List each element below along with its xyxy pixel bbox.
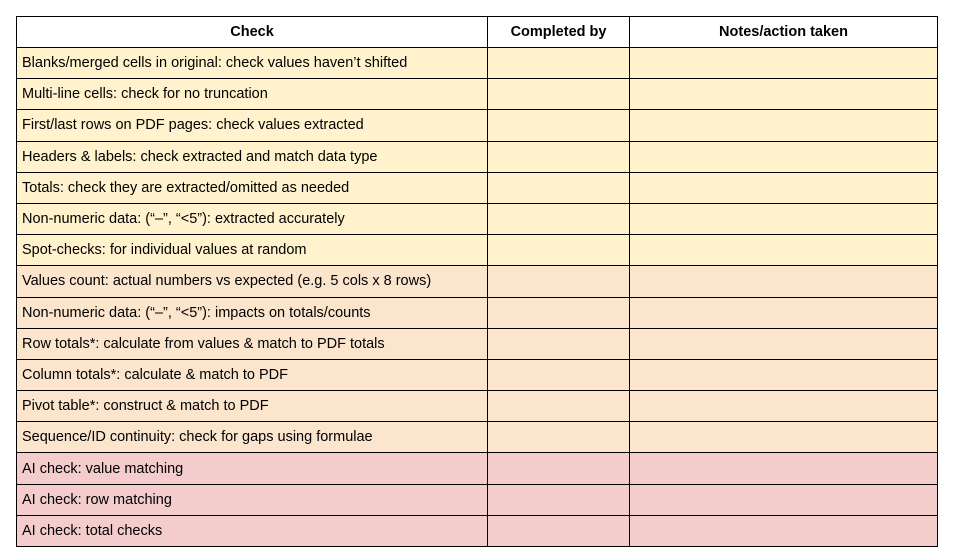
check-cell[interactable]: Multi-line cells: check for no truncation	[17, 79, 488, 110]
check-cell[interactable]: Values count: actual numbers vs expected (e.g. 5 cols x 8 rows)	[17, 266, 488, 297]
table-row	[17, 203, 938, 234]
completed-by-cell[interactable]	[488, 110, 630, 141]
table-row	[17, 172, 938, 203]
checklist-body	[17, 48, 938, 547]
completed-by-cell[interactable]	[488, 48, 630, 79]
table-row	[17, 297, 938, 328]
completed-by-cell[interactable]	[488, 141, 630, 172]
table-row	[17, 484, 938, 515]
checklist-table	[16, 16, 938, 547]
notes-cell[interactable]	[630, 297, 938, 328]
header-check[interactable]: Check	[17, 17, 488, 48]
check-cell[interactable]: Totals: check they are extracted/omitted as needed	[17, 172, 488, 203]
header-row	[17, 17, 938, 48]
table-row	[17, 48, 938, 79]
notes-cell[interactable]	[630, 391, 938, 422]
check-cell[interactable]: Non-numeric data: (“–”, “<5”): extracted accurately	[17, 203, 488, 234]
check-cell[interactable]: Headers & labels: check extracted and match data type	[17, 141, 488, 172]
completed-by-cell[interactable]	[488, 422, 630, 453]
completed-by-cell[interactable]	[488, 79, 630, 110]
completed-by-cell[interactable]	[488, 515, 630, 546]
notes-cell[interactable]	[630, 79, 938, 110]
table-row	[17, 328, 938, 359]
check-cell[interactable]: Spot-checks: for individual values at random	[17, 235, 488, 266]
completed-by-cell[interactable]	[488, 359, 630, 390]
notes-cell[interactable]	[630, 422, 938, 453]
table-row	[17, 79, 938, 110]
notes-cell[interactable]	[630, 48, 938, 79]
check-cell[interactable]: Row totals*: calculate from values & match to PDF totals	[17, 328, 488, 359]
check-cell[interactable]: Blanks/merged cells in original: check values haven’t shifted	[17, 48, 488, 79]
table-row	[17, 422, 938, 453]
check-cell[interactable]: Pivot table*: construct & match to PDF	[17, 391, 488, 422]
completed-by-cell[interactable]	[488, 484, 630, 515]
notes-cell[interactable]	[630, 172, 938, 203]
notes-cell[interactable]	[630, 141, 938, 172]
notes-cell[interactable]	[630, 484, 938, 515]
table-row	[17, 141, 938, 172]
completed-by-cell[interactable]	[488, 203, 630, 234]
notes-cell[interactable]	[630, 110, 938, 141]
notes-cell[interactable]	[630, 235, 938, 266]
check-cell[interactable]: Column totals*: calculate & match to PDF	[17, 359, 488, 390]
check-cell[interactable]: First/last rows on PDF pages: check values extracted	[17, 110, 488, 141]
completed-by-cell[interactable]	[488, 297, 630, 328]
table-row	[17, 359, 938, 390]
table-row	[17, 515, 938, 546]
completed-by-cell[interactable]	[488, 266, 630, 297]
completed-by-cell[interactable]	[488, 235, 630, 266]
completed-by-cell[interactable]	[488, 453, 630, 484]
completed-by-cell[interactable]	[488, 172, 630, 203]
notes-cell[interactable]	[630, 203, 938, 234]
check-cell[interactable]: AI check: value matching	[17, 453, 488, 484]
notes-cell[interactable]	[630, 328, 938, 359]
table-row	[17, 235, 938, 266]
notes-cell[interactable]	[630, 359, 938, 390]
table-row	[17, 453, 938, 484]
header-completed-by[interactable]: Completed by	[488, 17, 630, 48]
checklist-sheet	[16, 16, 937, 547]
table-row	[17, 110, 938, 141]
notes-cell[interactable]	[630, 515, 938, 546]
completed-by-cell[interactable]	[488, 391, 630, 422]
check-cell[interactable]: AI check: total checks	[17, 515, 488, 546]
completed-by-cell[interactable]	[488, 328, 630, 359]
table-row	[17, 266, 938, 297]
check-cell[interactable]: AI check: row matching	[17, 484, 488, 515]
check-cell[interactable]: Non-numeric data: (“–”, “<5”): impacts on totals/counts	[17, 297, 488, 328]
check-cell[interactable]: Sequence/ID continuity: check for gaps using formulae	[17, 422, 488, 453]
table-row	[17, 391, 938, 422]
header-notes[interactable]: Notes/action taken	[630, 17, 938, 48]
notes-cell[interactable]	[630, 453, 938, 484]
notes-cell[interactable]	[630, 266, 938, 297]
